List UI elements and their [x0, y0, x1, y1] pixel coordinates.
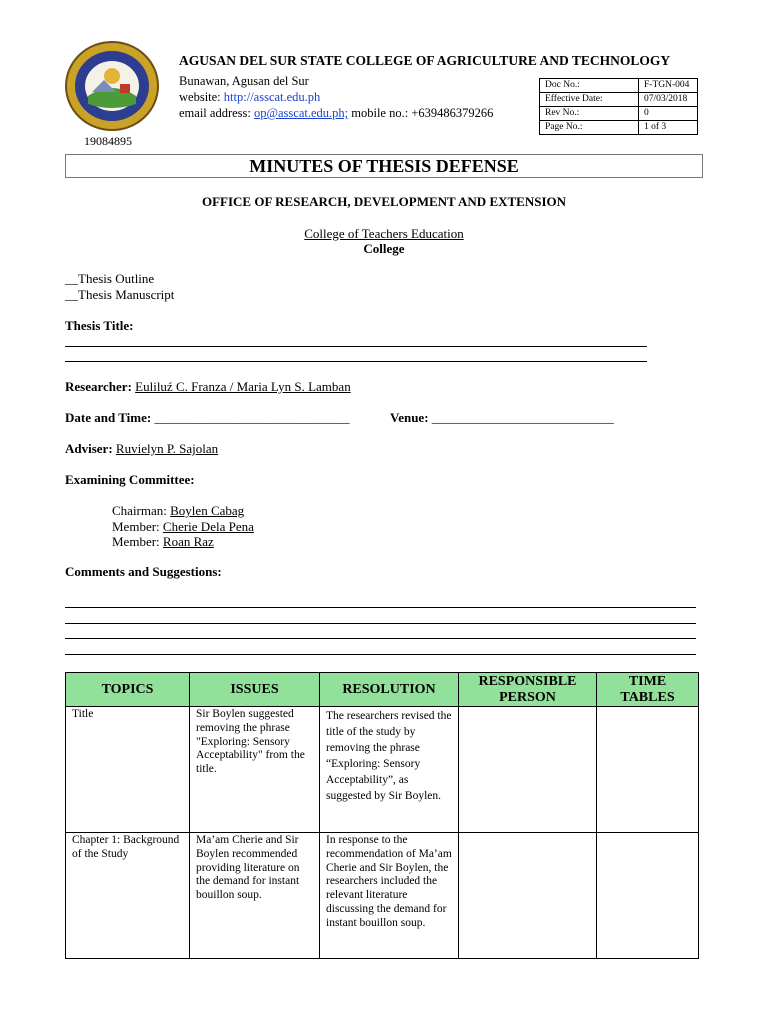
doc-info-value: 1 of 3 — [639, 121, 698, 135]
cell-issue: Ma’am Cherie and Sir Boylen recommended providing literature on the demand for instant bouillon soup. — [190, 833, 320, 959]
date-time-line — [65, 410, 349, 426]
venue-line — [390, 410, 614, 426]
doc-info-row — [540, 107, 698, 121]
researcher-label: Researcher: — [65, 379, 132, 394]
doc-info-row — [540, 93, 698, 107]
header-topics: TOPICS — [66, 673, 190, 707]
mobile-label: mobile no.: — [351, 106, 409, 120]
table-row — [66, 707, 699, 833]
adviser-label: Adviser: — [65, 441, 113, 456]
committee-name: Cherie Dela Pena — [162, 518, 254, 534]
cell-responsible — [459, 833, 597, 959]
researcher-names: Euliluź C. Franza / Maria Lyn S. Lamban — [135, 379, 351, 394]
email-link[interactable]: op@asscat.edu.ph; — [253, 106, 349, 120]
college-name: College of Teachers Education — [304, 226, 464, 241]
committee-name: Roan Raz — [162, 534, 214, 549]
doc-info-value: F-TGN-004 — [639, 79, 698, 93]
document-title: MINUTES OF THESIS DEFENSE — [65, 154, 703, 178]
comments-line — [65, 638, 696, 639]
table-row — [66, 833, 699, 959]
cell-responsible — [459, 707, 597, 833]
doc-info-value: 07/03/2018 — [639, 93, 698, 107]
venue-blank: ____________________________ — [431, 410, 614, 425]
thesis-title-line — [65, 346, 647, 347]
minutes-table — [65, 672, 699, 959]
institution-contact — [179, 73, 493, 121]
committee-label: Examining Committee: — [65, 472, 195, 487]
header-resolution: RESOLUTION — [320, 673, 459, 707]
cell-resolution: In response to the recommendation of Ma’am Cherie and Sir Boylen, the researchers included the relevant literature discussing the demand for instant bouillon soup. — [320, 833, 459, 959]
committee-member — [112, 519, 254, 535]
cell-topic: Chapter 1: Background of the Study — [66, 833, 190, 959]
college-seal-logo — [64, 40, 160, 132]
website-link[interactable]: http://asscat.edu.ph — [223, 90, 321, 104]
institution-name: AGUSAN DEL SUR STATE COLLEGE OF AGRICULTURE AND TECHNOLOGY — [179, 53, 671, 68]
committee-list — [112, 503, 254, 550]
doc-info-key: Effective Date: — [540, 93, 639, 107]
doc-info-row — [540, 121, 698, 135]
date-time-label: Date and Time: — [65, 410, 152, 425]
thesis-type-options — [65, 271, 174, 302]
committee-role: Chairman: — [112, 503, 167, 518]
website-line — [179, 89, 493, 105]
comments-line — [65, 607, 696, 608]
adviser-line — [65, 441, 218, 457]
committee-member — [112, 503, 254, 519]
website-label: website: — [179, 90, 221, 104]
thesis-title-label: Thesis Title: — [65, 318, 134, 333]
cell-resolution: The researchers revised the title of the study by removing the phrase “Exploring: Sensory Acceptability”, as suggested by Sir Boylen. — [320, 707, 459, 833]
option-thesis-manuscript[interactable]: __Thesis Manuscript — [65, 286, 175, 302]
doc-info-value: 0 — [639, 107, 698, 121]
researcher-line — [65, 379, 351, 395]
doc-info-row — [540, 79, 698, 93]
option-thesis-outline[interactable]: __Thesis Outline — [65, 271, 155, 286]
comments-line — [65, 623, 696, 624]
email-line — [179, 105, 493, 121]
committee-role: Member: — [112, 534, 160, 549]
cell-timetable — [597, 833, 699, 959]
institution-location: Bunawan, Agusan del Sur — [179, 74, 309, 88]
committee-member — [112, 534, 254, 550]
document-info-table — [539, 78, 698, 135]
mobile-number: +639486379266 — [411, 106, 494, 120]
doc-info-key: Doc No.: — [540, 79, 639, 93]
email-label: email address: — [179, 106, 251, 120]
cell-timetable — [597, 707, 699, 833]
committee-role: Member: — [112, 518, 160, 534]
adviser-name: Ruvielyn P. Sajolan — [115, 441, 219, 456]
table-header-row — [66, 673, 699, 707]
thesis-title-line — [65, 361, 647, 362]
venue-label: Venue: — [390, 410, 429, 425]
header-time-tables: TIME TABLES — [597, 673, 699, 707]
header-responsible-person: RESPONSIBLE PERSON — [459, 673, 597, 707]
doc-info-key: Page No.: — [540, 121, 639, 135]
cell-topic: Title — [66, 707, 190, 833]
logo-code: 19084895 — [84, 134, 132, 148]
comments-label: Comments and Suggestions: — [65, 564, 222, 579]
header-issues: ISSUES — [190, 673, 320, 707]
committee-name: Boylen Cabag — [170, 503, 245, 518]
comments-line — [65, 654, 696, 655]
cell-issue: Sir Boylen suggested removing the phrase "Exploring: Sensory Acceptability" from the title. — [190, 707, 320, 833]
college-label: College — [363, 241, 405, 256]
date-time-blank: ______________________________ — [154, 410, 350, 425]
office-name: OFFICE OF RESEARCH, DEVELOPMENT AND EXTENSION — [201, 194, 567, 209]
doc-info-key: Rev No.: — [540, 107, 639, 121]
